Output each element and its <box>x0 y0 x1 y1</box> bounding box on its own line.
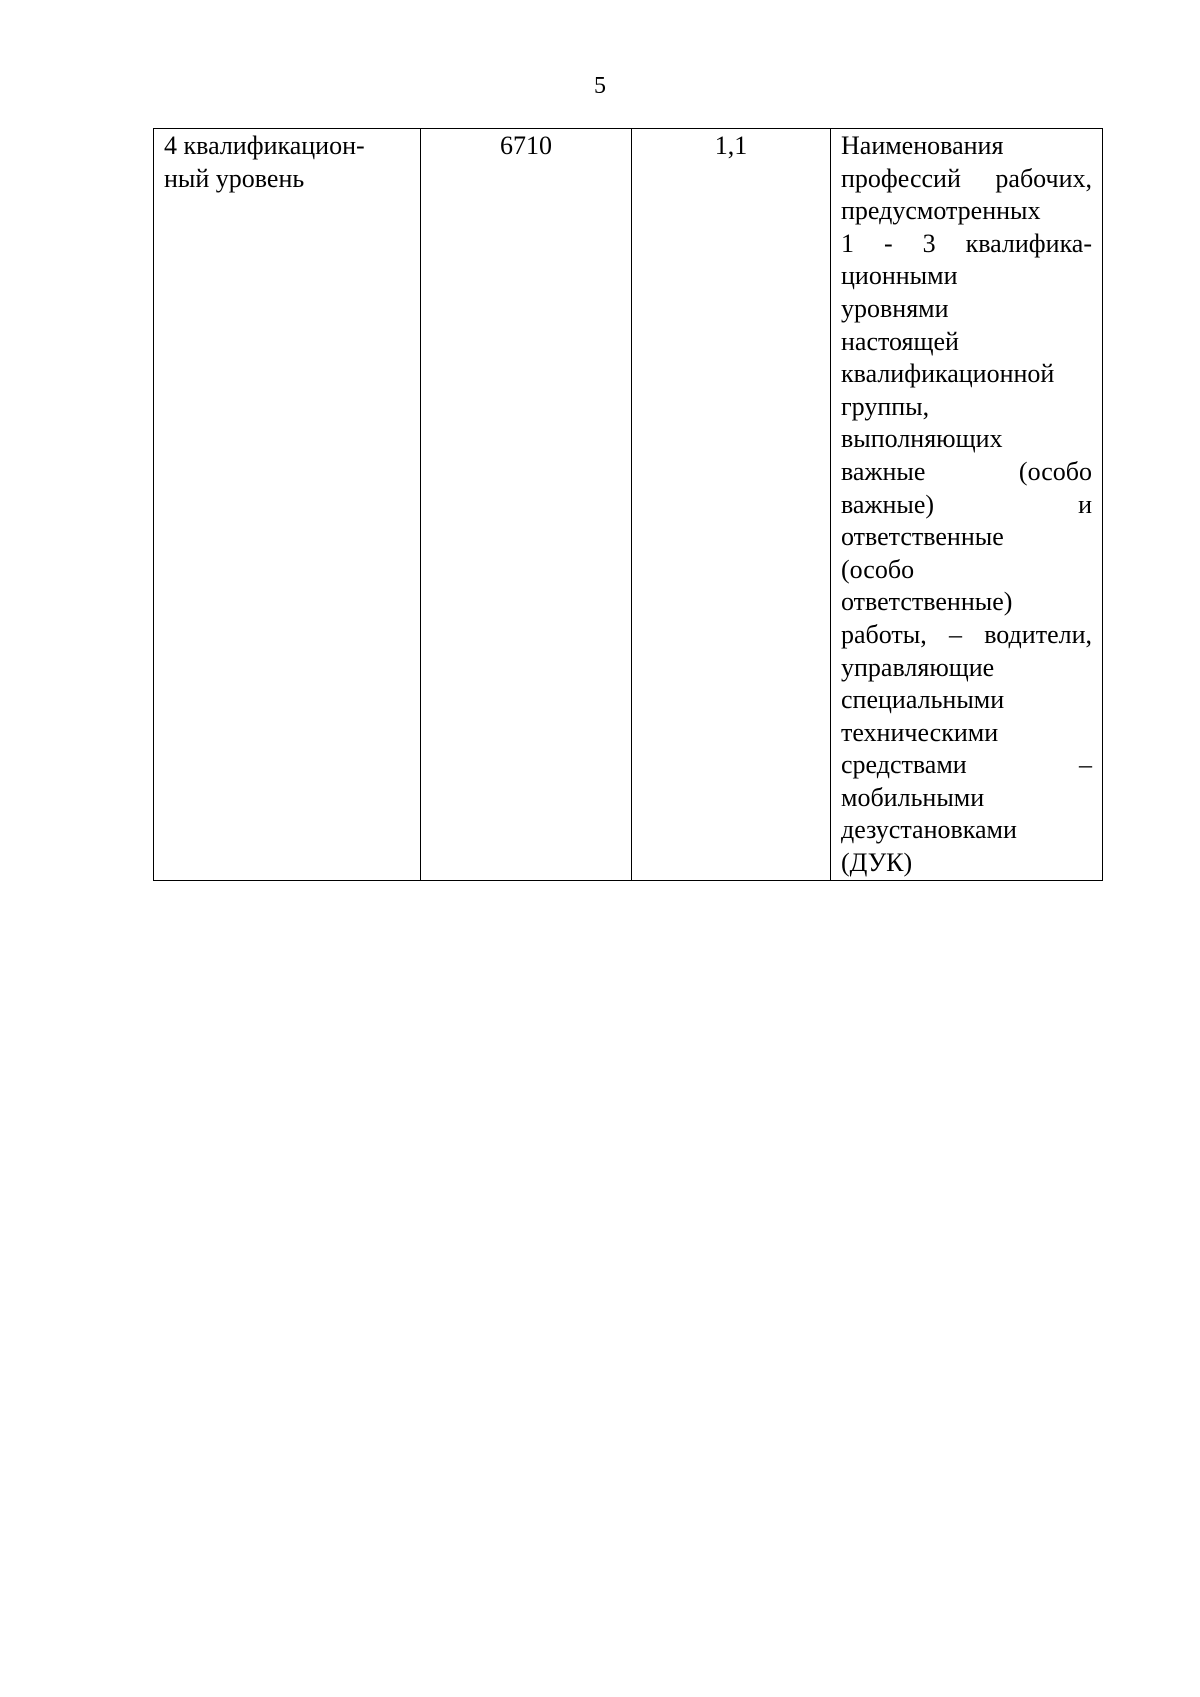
description-line: предусмотренных <box>841 196 1041 226</box>
description-line: управляющие <box>841 652 995 682</box>
description-line: 1 - 3 квалифика- <box>841 228 1092 258</box>
description-line: средствами – <box>841 750 1092 780</box>
qualification-table <box>153 128 1103 881</box>
description-line: техническими <box>841 717 999 747</box>
description-line: важные) и <box>841 489 1092 519</box>
description-line: выполняющих <box>841 424 1003 454</box>
description-line: группы, <box>841 391 930 421</box>
qualification-level-line: 4 квалификацион- <box>164 131 365 160</box>
description-line: ционными <box>841 261 958 291</box>
description-line: мобильными <box>841 782 985 812</box>
table-row <box>154 129 1103 881</box>
page-number: 5 <box>594 73 606 99</box>
code-cell: 6710 <box>421 129 632 881</box>
description-line: квалификационной <box>841 359 1055 389</box>
description-line: настоящей <box>841 326 959 356</box>
coefficient-cell: 1,1 <box>632 129 831 881</box>
description-line: профессий рабочих, <box>841 163 1092 193</box>
description-line: ответственные) <box>841 587 1013 617</box>
description-cell <box>831 129 1103 881</box>
description-line: специальными <box>841 685 1005 715</box>
description-line: ответственные <box>841 522 1004 552</box>
description-line: важные (особо <box>841 456 1092 486</box>
description-line: уровнями <box>841 293 949 323</box>
qualification-level-cell <box>154 129 421 881</box>
description-line: дезустановками <box>841 815 1017 845</box>
description-line: Наименования <box>841 131 1004 160</box>
description-line: (особо <box>841 554 915 584</box>
description-line: работы, – водители, <box>841 619 1092 649</box>
qualification-level-line: ный уровень <box>164 163 305 193</box>
description-line: (ДУК) <box>841 848 913 878</box>
